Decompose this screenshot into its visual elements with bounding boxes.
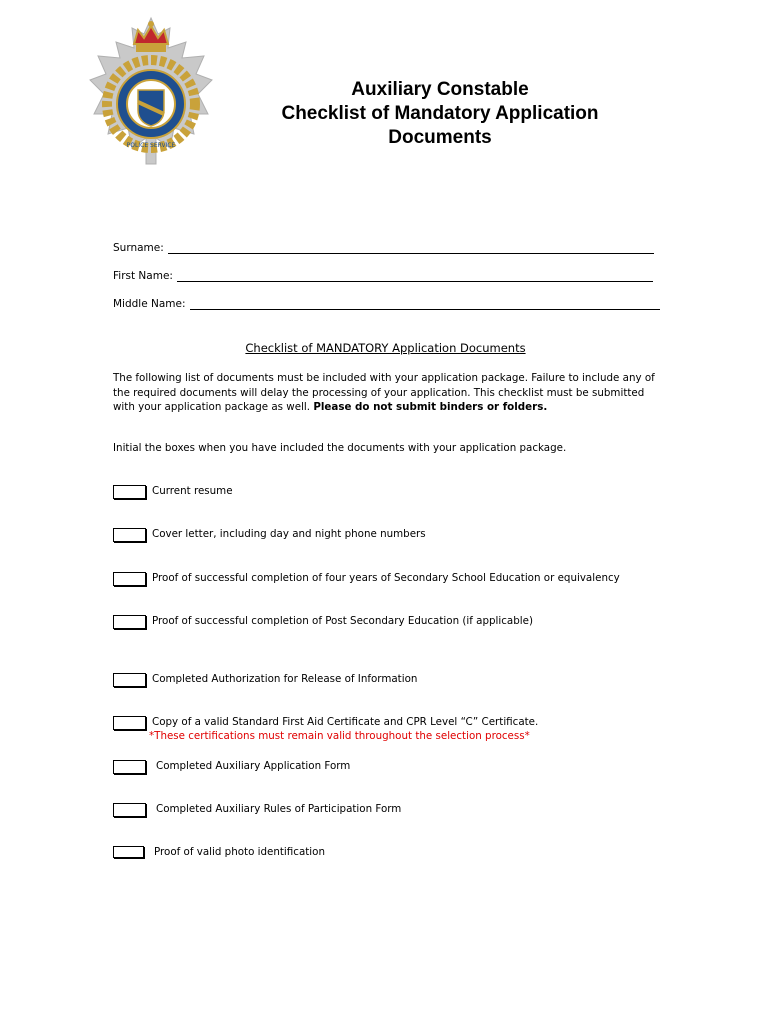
police-crest-icon xyxy=(86,14,216,176)
initial-box[interactable] xyxy=(113,615,146,629)
first-name-input-line[interactable] xyxy=(177,271,653,282)
checklist-item xyxy=(113,715,538,730)
checklist-item-label: Completed Auxiliary Rules of Participation Form xyxy=(156,803,402,815)
initial-box[interactable] xyxy=(113,528,146,542)
first-name-label: First Name: xyxy=(113,270,173,282)
surname-input-line[interactable] xyxy=(168,243,654,254)
middle-name-label: Middle Name: xyxy=(113,298,186,310)
initial-box[interactable] xyxy=(113,716,146,730)
initial-box[interactable] xyxy=(113,572,146,586)
middle-name-input-line[interactable] xyxy=(190,299,660,310)
checklist-item xyxy=(113,484,233,499)
first-name-field[interactable] xyxy=(113,270,653,282)
checklist-item xyxy=(113,672,417,687)
middle-name-field[interactable] xyxy=(113,298,660,310)
checklist-item-label: Proof of successful completion of four years of Secondary School Education or equivalency xyxy=(152,572,620,584)
checklist-item-label: Completed Auxiliary Application Form xyxy=(156,760,351,772)
initial-instruction: Initial the boxes when you have included the documents with your application package. xyxy=(113,442,567,454)
paragraph-text: The following list of documents must be included with your application package. Failure to include any of the required documents will delay the processing of your application. This checklist must be submitted with your application package as well. xyxy=(113,372,655,413)
title-line-2: Checklist of Mandatory Application xyxy=(281,103,599,124)
certification-note: *These certifications must remain valid throughout the selection process* xyxy=(149,730,530,742)
checklist-item xyxy=(113,527,426,542)
page-title xyxy=(250,78,630,150)
title-line-1: Auxiliary Constable xyxy=(351,79,529,100)
title-line-3: Documents xyxy=(388,127,492,148)
checklist-item xyxy=(113,845,325,859)
checklist-item-label: Completed Authorization for Release of Information xyxy=(152,673,418,685)
checklist-item-label: Proof of successful completion of Post Secondary Education (if applicable) xyxy=(152,615,533,627)
checklist-heading: Checklist of MANDATORY Application Documents xyxy=(245,341,526,355)
paragraph-bold-text: Please do not submit binders or folders. xyxy=(313,401,548,413)
initial-box[interactable] xyxy=(113,673,146,687)
initial-box[interactable] xyxy=(113,760,146,774)
checklist-item xyxy=(113,759,350,774)
surname-field[interactable] xyxy=(113,242,654,254)
checklist-item-label: Proof of valid photo identification xyxy=(154,846,325,858)
initial-box[interactable] xyxy=(113,803,146,817)
checklist-item-label: Cover letter, including day and night phone numbers xyxy=(152,528,426,540)
checklist-item-label: Current resume xyxy=(152,485,233,497)
initial-box[interactable] xyxy=(113,846,144,858)
crest-ring-text: POLICE SERVICE xyxy=(126,142,176,149)
checklist-item xyxy=(113,571,620,586)
checklist-item-label: Copy of a valid Standard First Aid Certificate and CPR Level “C” Certificate. xyxy=(152,716,539,728)
instructions-paragraph xyxy=(113,371,663,415)
checklist-item xyxy=(113,614,533,629)
initial-box[interactable] xyxy=(113,485,146,499)
checklist-item xyxy=(113,802,401,817)
surname-label: Surname: xyxy=(113,242,164,254)
